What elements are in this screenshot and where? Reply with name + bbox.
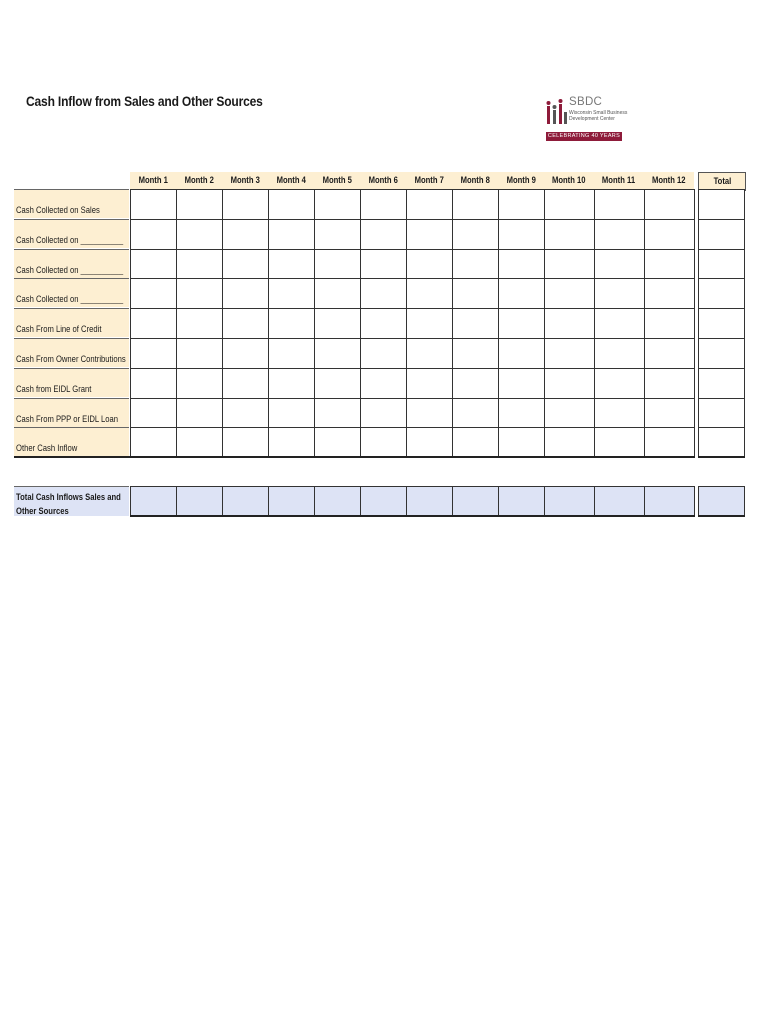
total-row-cell[interactable]	[594, 486, 645, 516]
total-row-cell[interactable]	[314, 486, 361, 516]
input-cell[interactable]	[268, 249, 315, 280]
column-header-label: Month 4	[276, 175, 306, 185]
input-cell[interactable]	[222, 338, 269, 369]
column-header-label: Month 6	[368, 175, 398, 185]
row-label-text: Cash Collected on __________	[16, 235, 124, 245]
input-cell[interactable]	[360, 219, 407, 250]
column-header-label: Month 3	[230, 175, 260, 185]
total-row-cell[interactable]	[544, 486, 595, 516]
total-row-label	[14, 486, 129, 516]
input-cell[interactable]	[452, 189, 499, 220]
total-cell[interactable]	[698, 249, 745, 280]
input-cell[interactable]	[406, 368, 453, 399]
input-cell[interactable]	[498, 249, 545, 280]
total-cell[interactable]	[698, 338, 745, 369]
input-cell[interactable]	[406, 189, 453, 220]
column-header-month-2	[176, 172, 222, 190]
input-cell[interactable]	[498, 189, 545, 220]
row-label-text: Other Cash Inflow	[16, 443, 78, 453]
input-cell[interactable]	[406, 219, 453, 250]
input-cell[interactable]	[268, 368, 315, 399]
input-cell[interactable]	[544, 338, 595, 369]
input-cell[interactable]	[644, 219, 695, 250]
input-cell[interactable]	[544, 308, 595, 339]
divider	[698, 456, 745, 458]
input-cell[interactable]	[544, 427, 595, 458]
input-cell[interactable]	[594, 249, 645, 280]
input-cell[interactable]	[498, 219, 545, 250]
input-cell[interactable]	[222, 278, 269, 309]
input-cell[interactable]	[544, 398, 595, 429]
input-cell[interactable]	[268, 338, 315, 369]
input-cell[interactable]	[130, 338, 177, 369]
input-cell[interactable]	[594, 278, 645, 309]
column-header-month-9	[498, 172, 544, 190]
input-cell[interactable]	[314, 219, 361, 250]
input-cell[interactable]	[452, 338, 499, 369]
input-cell[interactable]	[498, 427, 545, 458]
total-row-cell[interactable]	[268, 486, 315, 516]
total-row-cell[interactable]	[452, 486, 499, 516]
input-cell[interactable]	[498, 368, 545, 399]
column-header-month-5	[314, 172, 360, 190]
page-title: Cash Inflow from Sales and Other Sources	[26, 93, 263, 109]
grand-total-cell[interactable]	[698, 486, 745, 516]
row-label	[14, 189, 129, 218]
input-cell[interactable]	[176, 427, 223, 458]
input-cell[interactable]	[594, 427, 645, 458]
input-cell[interactable]	[176, 308, 223, 339]
input-cell[interactable]	[176, 368, 223, 399]
total-cell[interactable]	[698, 368, 745, 399]
input-cell[interactable]	[594, 368, 645, 399]
input-cell[interactable]	[314, 278, 361, 309]
total-cell[interactable]	[698, 427, 745, 458]
column-header-month-1	[130, 172, 176, 190]
input-cell[interactable]	[222, 368, 269, 399]
divider	[698, 515, 745, 517]
logo-subtitle-line1: Wisconsin Small Business	[569, 110, 628, 116]
divider	[14, 456, 695, 458]
input-cell[interactable]	[406, 427, 453, 458]
input-cell[interactable]	[360, 338, 407, 369]
column-header-label: Month 8	[460, 175, 490, 185]
input-cell[interactable]	[594, 308, 645, 339]
column-header-month-6	[360, 172, 406, 190]
logo-subtitle-line2: Development Center	[569, 116, 615, 122]
input-cell[interactable]	[176, 189, 223, 220]
column-header-month-10	[544, 172, 594, 190]
logo-banner: CELEBRATING 40 YEARS	[547, 133, 621, 139]
column-header-month-4	[268, 172, 314, 190]
input-cell[interactable]	[314, 249, 361, 280]
input-cell[interactable]	[360, 398, 407, 429]
input-cell[interactable]	[130, 398, 177, 429]
row-label-text: Cash Collected on Sales	[16, 205, 100, 215]
input-cell[interactable]	[452, 278, 499, 309]
row-label	[14, 278, 129, 307]
input-cell[interactable]	[222, 308, 269, 339]
total-cell[interactable]	[698, 278, 745, 309]
input-cell[interactable]	[498, 278, 545, 309]
input-cell[interactable]	[594, 338, 645, 369]
input-cell[interactable]	[594, 219, 645, 250]
input-cell[interactable]	[130, 219, 177, 250]
input-cell[interactable]	[176, 398, 223, 429]
input-cell[interactable]	[644, 398, 695, 429]
total-row-cell[interactable]	[498, 486, 545, 516]
input-cell[interactable]	[544, 278, 595, 309]
total-row-cell[interactable]	[360, 486, 407, 516]
row-label-text: Cash Collected on __________	[16, 294, 124, 304]
column-header-month-8	[452, 172, 498, 190]
input-cell[interactable]	[360, 368, 407, 399]
total-cell[interactable]	[698, 219, 745, 250]
input-cell[interactable]	[314, 427, 361, 458]
input-cell[interactable]	[360, 189, 407, 220]
input-cell[interactable]	[644, 368, 695, 399]
input-cell[interactable]	[644, 249, 695, 280]
input-cell[interactable]	[594, 398, 645, 429]
input-cell[interactable]	[222, 398, 269, 429]
row-label-text: Cash From Owner Contributions	[16, 354, 126, 364]
input-cell[interactable]	[360, 249, 407, 280]
input-cell[interactable]	[222, 249, 269, 280]
input-cell[interactable]	[222, 219, 269, 250]
row-label	[14, 308, 129, 337]
column-header-label: Month 9	[506, 175, 536, 185]
input-cell[interactable]	[268, 278, 315, 309]
logo-subtitle	[569, 110, 627, 122]
total-row-cell[interactable]	[176, 486, 223, 516]
input-cell[interactable]	[644, 189, 695, 220]
input-cell[interactable]	[130, 249, 177, 280]
column-header-label: Month 2	[184, 175, 214, 185]
row-label-text: Cash Collected on __________	[16, 265, 124, 275]
input-cell[interactable]	[406, 308, 453, 339]
input-cell[interactable]	[452, 368, 499, 399]
input-cell[interactable]	[130, 189, 177, 220]
column-header-label: Total	[713, 176, 731, 186]
input-cell[interactable]	[314, 189, 361, 220]
input-cell[interactable]	[406, 398, 453, 429]
row-label	[14, 249, 129, 278]
input-cell[interactable]	[130, 427, 177, 458]
divider	[130, 515, 695, 517]
input-cell[interactable]	[222, 189, 269, 220]
input-cell[interactable]	[268, 398, 315, 429]
input-cell[interactable]	[498, 398, 545, 429]
input-cell[interactable]	[314, 308, 361, 339]
total-row-label-text: Total Cash Inflows Sales and Other Sources	[16, 492, 121, 516]
input-cell[interactable]	[498, 338, 545, 369]
input-cell[interactable]	[222, 427, 269, 458]
input-cell[interactable]	[130, 368, 177, 399]
input-cell[interactable]	[544, 189, 595, 220]
total-row-cell[interactable]	[406, 486, 453, 516]
row-label	[14, 219, 129, 248]
total-row-cell[interactable]	[130, 486, 177, 516]
input-cell[interactable]	[314, 368, 361, 399]
column-header-month-7	[406, 172, 452, 190]
column-header-month-12	[644, 172, 694, 190]
row-label	[14, 368, 129, 397]
total-cell[interactable]	[698, 398, 745, 429]
input-cell[interactable]	[268, 308, 315, 339]
row-label-text: Cash from EIDL Grant	[16, 384, 92, 394]
row-label	[14, 338, 129, 367]
column-header-label: Month 5	[322, 175, 352, 185]
column-header-month-3	[222, 172, 268, 190]
input-cell[interactable]	[130, 278, 177, 309]
input-cell[interactable]	[452, 219, 499, 250]
total-row-cell[interactable]	[644, 486, 695, 516]
input-cell[interactable]	[544, 249, 595, 280]
input-cell[interactable]	[314, 398, 361, 429]
input-cell[interactable]	[360, 278, 407, 309]
input-cell[interactable]	[644, 338, 695, 369]
input-cell[interactable]	[176, 249, 223, 280]
input-cell[interactable]	[452, 308, 499, 339]
row-label	[14, 398, 129, 427]
people-figures-icon	[546, 98, 568, 128]
logo-name: SBDC	[569, 96, 603, 108]
input-cell[interactable]	[268, 189, 315, 220]
total-cell[interactable]	[698, 308, 745, 339]
input-cell[interactable]	[268, 427, 315, 458]
row-label	[14, 427, 129, 456]
total-cell[interactable]	[698, 189, 745, 220]
input-cell[interactable]	[452, 249, 499, 280]
total-row-cell[interactable]	[222, 486, 269, 516]
column-header-label: Month 7	[414, 175, 444, 185]
input-cell[interactable]	[498, 308, 545, 339]
column-header-month-11	[594, 172, 644, 190]
input-cell[interactable]	[544, 219, 595, 250]
column-header-label: Month 12	[652, 175, 686, 185]
input-cell[interactable]	[406, 278, 453, 309]
sbdc-logo	[546, 96, 628, 146]
column-header-label: Month 11	[602, 175, 636, 185]
input-cell[interactable]	[406, 249, 453, 280]
input-cell[interactable]	[130, 308, 177, 339]
input-cell[interactable]	[452, 398, 499, 429]
input-cell[interactable]	[176, 219, 223, 250]
input-cell[interactable]	[544, 368, 595, 399]
input-cell[interactable]	[644, 278, 695, 309]
input-cell[interactable]	[314, 338, 361, 369]
input-cell[interactable]	[452, 427, 499, 458]
column-header-label: Month 10	[552, 175, 586, 185]
input-cell[interactable]	[360, 427, 407, 458]
input-cell[interactable]	[594, 189, 645, 220]
input-cell[interactable]	[268, 219, 315, 250]
input-cell[interactable]	[176, 338, 223, 369]
input-cell[interactable]	[406, 338, 453, 369]
row-label-text: Cash From PPP or EIDL Loan	[16, 414, 119, 424]
input-cell[interactable]	[360, 308, 407, 339]
row-label-text: Cash From Line of Credit	[16, 324, 102, 334]
input-cell[interactable]	[644, 308, 695, 339]
input-cell[interactable]	[644, 427, 695, 458]
column-header-label: Month 1	[138, 175, 168, 185]
input-cell[interactable]	[176, 278, 223, 309]
